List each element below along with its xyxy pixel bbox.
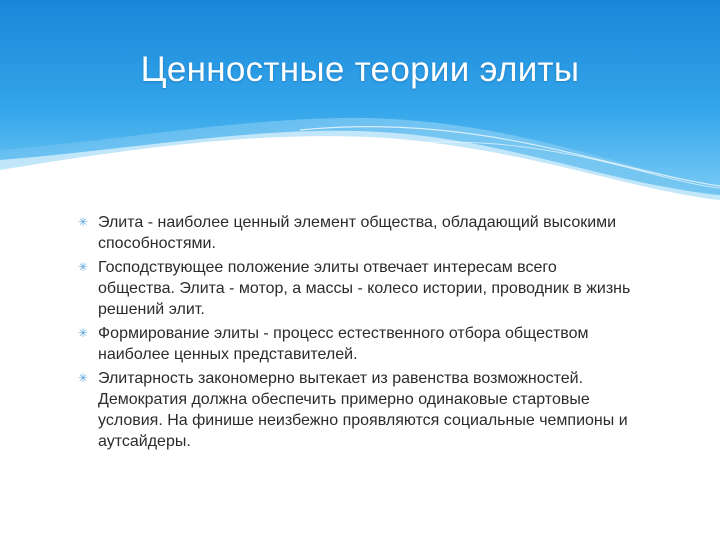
list-item bbox=[78, 212, 638, 254]
bullet-list bbox=[78, 212, 638, 452]
asterisk-bullet-icon: ✳ bbox=[78, 260, 89, 274]
bullet-text: Элита - наиболее ценный элемент общества, обладающий высокими способностями. bbox=[98, 214, 617, 252]
bullet-text: Формирование элиты - процесс естественного отбора обществом наиболее ценных представителей. bbox=[98, 325, 589, 363]
list-item bbox=[78, 368, 638, 452]
list-item bbox=[78, 323, 638, 365]
content-area bbox=[78, 212, 638, 455]
asterisk-bullet-icon: ✳ bbox=[78, 326, 89, 340]
list-item bbox=[78, 257, 638, 320]
asterisk-bullet-icon: ✳ bbox=[78, 215, 89, 229]
bullet-text: Господствующее положение элиты отвечает интересам всего общества. Элита - мотор, а массы - колесо истории, проводник в жизнь решений элит. bbox=[98, 259, 631, 318]
asterisk-bullet-icon: ✳ bbox=[78, 371, 89, 385]
slide-title: Ценностные теории элиты bbox=[140, 50, 580, 89]
bullet-text: Элитарность закономерно вытекает из равенства возможностей. Демократия должна обеспечить примерно одинаковые стартовые условия. На финише неизбежно проявляются социальные чемпионы и аутсайдеры. bbox=[98, 370, 628, 450]
